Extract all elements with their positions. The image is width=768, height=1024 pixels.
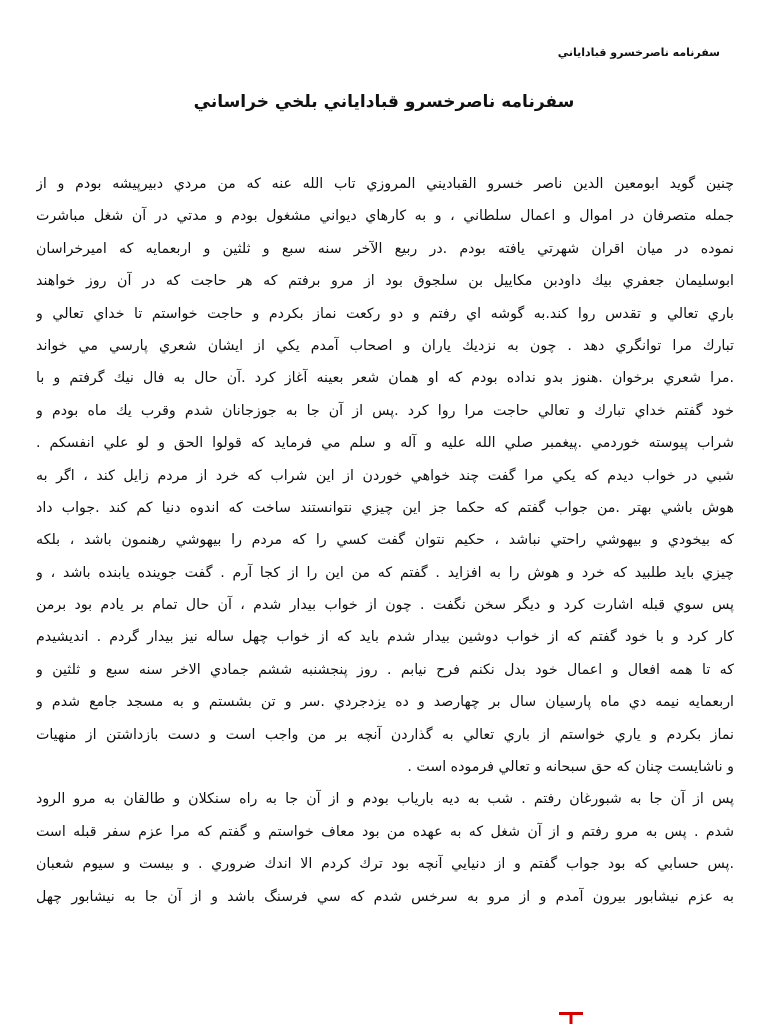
text-line: چيزي بايد طلبيد كه خرد و هوش را به افزايد . گفتم كه من اين را از كجا آرم . گفت جوينده يابنده باشد ، و bbox=[36, 564, 734, 581]
text-line: نماز بكردم و ياري خواستم از باري تعالي به گذاردن آنچه بر من واجب است و دست بازداشتن از منهيات bbox=[36, 726, 734, 743]
text-line: كه تا همه افعال و اعمال خود بدل نكنم فرح نيابم . روز پنجشنبه ششم جمادي الاخر سنه سبع و ثلثين و bbox=[36, 661, 734, 678]
running-header: سفرنامه ناصرخسرو قباداياني bbox=[557, 46, 720, 59]
text-line-paragraph-end: و ناشايست چنان كه حق سبحانه و تعالي فرموده است . bbox=[407, 759, 734, 776]
text-line: جمله متصرفان در اموال و اعمال سلطاني ، و به كارهاي ديواني مشغول بودم و مدتي در آن شغل مباشرت bbox=[36, 208, 734, 225]
text-line: اربعمايه نيمه دي ماه پارسيان سال بر چهارصد و ده يزدجردي .سر و تن بشستم و به مسجد جامع شدم و bbox=[36, 694, 734, 711]
text-line: شدم . پس به مرو رفتم و از آن شغل كه به عهده من بود معاف خواستم و گفتم كه مرا عزم سفر قبله است bbox=[36, 823, 734, 840]
text-line: .مرا شعري برخوان .هنوز بدو نداده بودم كه او همان شعر بعينه آغاز كرد .آن حال به فال نيك گرفتم و با bbox=[36, 370, 734, 387]
text-line: چنين گويد ابومعين الدين ناصر خسرو القباديني المروزي تاب الله عنه كه من مردي دبيرپيشه بودم و از bbox=[36, 176, 734, 192]
red-logo-mark-icon bbox=[556, 1008, 586, 1024]
text-line: .پس حسابي كه بود جواب گفتم و از دنيايي آنچه بود ترك كردم الا اندك ضروري . و بيست و سيوم شعبان bbox=[36, 856, 734, 873]
text-line: باري تعالي و تقدس روا كند.به گوشه اي رفتم و دو ركعت نماز بكردم و حاجت خواستم تا خداي تعالي و bbox=[36, 305, 734, 322]
text-line: شراب پيوسته خوردمي .پيغمبر صلي الله عليه و آله و سلم مي فرمايد كه قولوا الحق و لو علي انفسكم . bbox=[36, 435, 734, 452]
text-line: پس از آن جا به شبورغان رفتم . شب به ديه بارياب بودم و از آن جا به راه سنكلان و طالقان به مرو الرود bbox=[36, 791, 734, 808]
text-line: كار كرد و با خود گفتم كه از خواب دوشين بيدار شدم بايد كه از خواب چهل ساله نيز بيدار گردم . انديشيدم bbox=[36, 629, 734, 646]
body-text bbox=[36, 168, 734, 913]
text-line: نموده در ميان اقران شهرتي يافته بودم .در ربيع الآخر سنه سبع و ثلثين و اربعمايه كه اميرخراسان bbox=[36, 240, 734, 257]
page-title: سفرنامه ناصرخسرو قباداياني بلخي خراساني bbox=[193, 92, 575, 112]
text-line: كه بيخودي و بيهوشي راحتي نباشد ، حكيم نتوان گفت كسي را كه مردم را بيهوشي رهنمون باشد ، بلكه bbox=[36, 532, 734, 549]
text-line: هوش باشي بهتر .من جواب گفتم كه حكما جز اين چيزي نتوانستند ساخت كه اندوه دنيا كم كند .جواب داد bbox=[36, 499, 734, 516]
text-line: شبي در خواب ديدم كه يكي مرا گفت چند خواهي خوردن از اين شراب كه خرد از مردم زايل كند ، اگر به bbox=[36, 467, 734, 484]
text-line: به عزم نيشابور بيرون آمدم و از مرو به سرخس شدم كه سي فرسنگ باشد و از آن جا به نيشابور چهل bbox=[36, 888, 734, 905]
text-line: خود گفتم خداي تبارك و تعالي حاجت مرا روا كرد .پس از آن جا به جوزجانان شدم وقرب يك ماه بودم و bbox=[36, 402, 734, 419]
text-line: تبارك مرا توانگري دهد . چون به نزديك ياران و اصحاب آمدم يكي از ايشان شعري پارسي مي خواند bbox=[36, 337, 734, 354]
text-line: ابوسليمان جعفري بيك داودبن مكاييل بن سلجوق بود از مرو برفتم كه هر حاجت كه در آن روز خواهند bbox=[36, 273, 734, 290]
text-line: پس سوي قبله اشارت كرد و ديگر سخن نگفت . چون از خواب بيدار شدم ، آن حال تمام بر يادم بود برمن bbox=[36, 597, 734, 614]
